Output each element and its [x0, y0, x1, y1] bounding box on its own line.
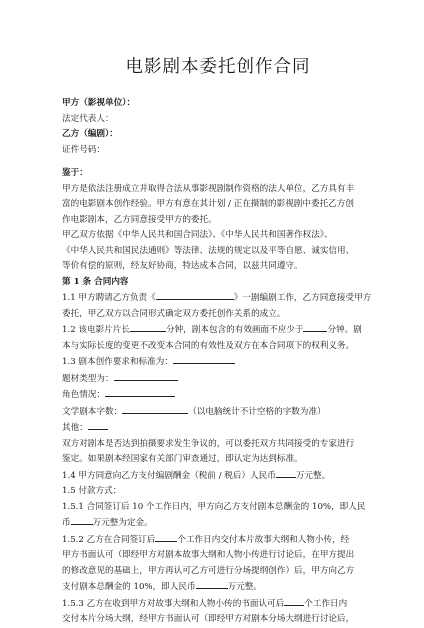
role-label: 角色情况：	[62, 390, 105, 400]
fee-blank[interactable]	[276, 468, 296, 478]
requirements-blank[interactable]	[173, 354, 235, 364]
recitals-heading: 鉴于：	[62, 168, 88, 178]
clause-1-2-text-c: 分钟。剧	[327, 325, 362, 335]
word-count-note: （以电脑统计不计空格的字数为准）	[188, 406, 326, 417]
clause-1-2	[62, 322, 374, 339]
clause-1-5-1-text-b: 币	[62, 518, 71, 528]
theme-blank[interactable]	[114, 371, 178, 381]
clause-1-5-2-text-l4a: 支付剧本总酬金的 10%，即人民币	[62, 582, 196, 592]
scene-days-blank[interactable]	[284, 596, 304, 606]
clause-1-5-3-text-b: 个工作日内	[304, 598, 348, 609]
clause-1-5-2	[62, 532, 374, 549]
clause-1-5-2-line3: 的修改意见的基础上，甲方再认可乙方可进行分场提纲创作）后，甲方向乙方	[62, 565, 355, 576]
id-number-label: 证件号码：	[62, 144, 105, 155]
clause-1-5-3-text-a: 1.5.3 乙方在收到甲方对故事大纲和人物小传的书面认可后	[62, 598, 285, 609]
clause-1-1	[62, 290, 374, 307]
clause-1-5-2-text-b: 个工作日内交付本片故事大纲和人物小传，经	[177, 534, 350, 545]
clause-1-5-2-text-l4b: 万元整。	[227, 582, 262, 592]
recitals-section	[62, 166, 374, 275]
word-count-row	[62, 404, 374, 421]
deposit-blank[interactable]	[71, 515, 93, 525]
clause-1-1-line2: 委托，甲乙双方以合同形式确定双方委托创作关系的成立。	[62, 308, 286, 319]
clause-1-4	[62, 468, 374, 485]
word-count-blank[interactable]	[122, 404, 188, 414]
min-length-blank[interactable]	[303, 322, 327, 332]
page-title: 电影剧本委托创作合同	[125, 57, 311, 77]
other-row	[62, 420, 374, 437]
legal-rep-label: 法定代表人：	[62, 113, 114, 124]
clause-1-5-2-line4	[62, 579, 374, 596]
theme-label: 题材类型为：	[62, 373, 114, 384]
clause-1-1-text-b: 》一剧编剧工作，乙方同意接受甲方	[233, 293, 372, 303]
party-a-label: 甲方（影视单位）：	[62, 98, 136, 108]
clause-1-2-text-a: 1.2 该电影片片长	[62, 325, 130, 335]
other-blank[interactable]	[88, 420, 108, 430]
outline-payment-blank[interactable]	[196, 579, 228, 589]
clause-1-5-1-line2	[62, 515, 374, 532]
clause-1-2-line2: 本与实际长度的变更不改变本合同的有效性及双方在本合同项下的权利义务。	[62, 340, 355, 351]
article-1-heading: 第 1 条 合同内容	[62, 276, 129, 287]
film-length-blank[interactable]	[130, 322, 166, 332]
clause-1-5: 1.5 付款方式：	[62, 486, 122, 496]
clause-1-1-text-a: 1.1 甲方聘请乙方负责《	[62, 293, 156, 303]
theme-row	[62, 371, 374, 388]
recital-p2-line1: 甲乙双方依据《中华人民共和国合同法》、《中华人民共和国著作权法》、	[62, 230, 333, 240]
outline-days-blank[interactable]	[155, 532, 177, 542]
recital-p2-line2: 《中华人民共和国民法通则》等法律、法规的规定以及平等自愿、诚实信用、	[62, 245, 355, 256]
role-blank[interactable]	[105, 387, 175, 397]
clause-1-5-3-line2: 交付本片分场大纲，经甲方书面认可（即经甲方对剧本分场大纲进行讨论后，	[62, 614, 355, 624]
word-count-label: 文学剧本字数：	[62, 406, 123, 417]
film-title-blank[interactable]	[156, 290, 234, 300]
article-1-section	[62, 275, 374, 628]
clause-1-5-2-line2: 甲方书面认可（即经甲方对剧本故事大纲和人物小传进行讨论后，在甲方提出	[62, 550, 355, 560]
clause-1-5-2-text-a: 1.5.2 乙方在合同签订后	[62, 534, 156, 545]
clause-1-4-text-a: 1.4 甲方同意向乙方支付编剧酬金（税前 / 税后）人民币	[62, 470, 276, 481]
clause-1-2-text-b: 分钟，剧本包含的有效画面不应少于	[165, 325, 304, 335]
clause-1-4-text-b: 万元整。	[295, 470, 331, 481]
party-b-label: 乙方（编剧）：	[62, 129, 118, 139]
other-label: 其他：	[62, 423, 88, 433]
recital-p2-line3: 等价有偿的原则，经友好协商，特达成本合同，以兹共同遵守。	[62, 261, 303, 271]
recital-p1-line1: 甲方是依法注册成立并取得合法从事影视剧制作资格的法人单位，乙方具有丰	[62, 183, 355, 194]
clause-1-5-1-text-c: 万元整为定金。	[92, 518, 153, 528]
parties-block	[62, 96, 374, 158]
dispute-line2: 鉴定。如果剧本经国家有关部门审查通过，即认定为达到标准。	[62, 454, 303, 464]
clause-1-3-text: 1.3 剧本创作要求和标准为：	[62, 357, 173, 367]
clause-1-5-1: 1.5.1 合同签订后 10 个工作日内，甲方向乙方支付剧本总酬金的 10%，即人民	[62, 501, 366, 512]
clause-1-3	[62, 354, 374, 371]
dispute-line1: 双方对剧本是否达到拍摄要求发生争议的，可以委托双方共同接受的专家进行	[62, 438, 355, 449]
clause-1-5-3	[62, 596, 374, 613]
recital-p1-line2: 富的电影剧本创作经验。甲方有意在其计划 / 正在摄制的影视剧中委托乙方创	[62, 199, 354, 209]
role-row	[62, 387, 374, 404]
recital-p1-line3: 作电影剧本，乙方同意接受甲方的委托。	[62, 214, 217, 225]
